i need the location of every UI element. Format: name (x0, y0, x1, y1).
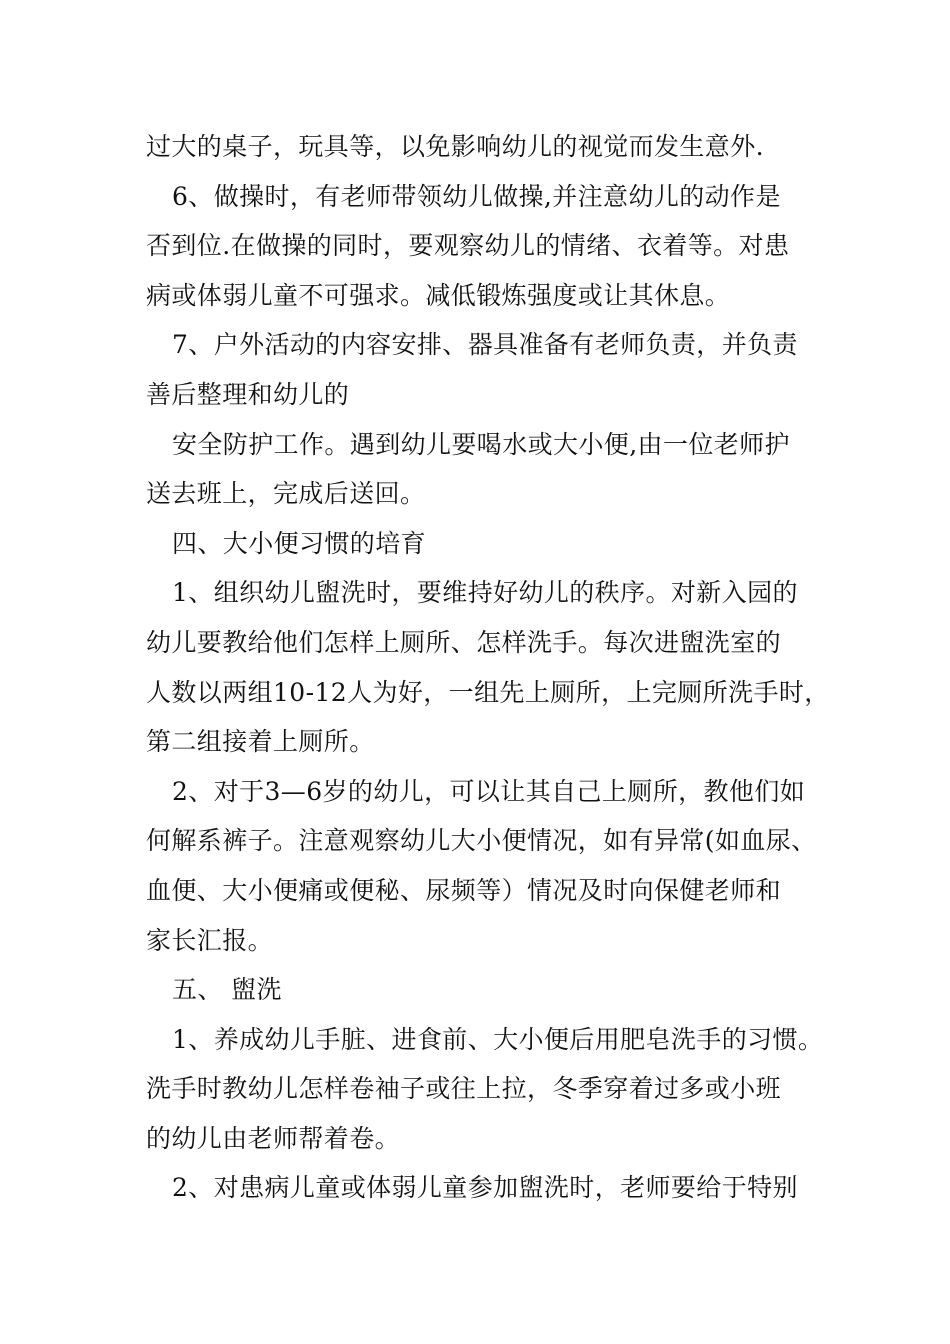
text-line: 安全防护工作。遇到幼儿要喝水或大小便,由一位老师护 (172, 429, 790, 459)
text-line: 否到位.在做操的同时，要观察幼儿的情绪、衣着等。对患 (146, 231, 790, 261)
text-line: 2、对患病儿童或体弱儿童参加盥洗时，老师要给于特别 (172, 1173, 798, 1203)
document-body (146, 122, 830, 1213)
text-line: 6、做操时，有老师带领幼儿做操,并注意幼儿的动作是 (172, 181, 781, 211)
text-line: 善后整理和幼儿的 (146, 379, 350, 409)
text-line: 人数以两组10-12人为好，一组先上厕所，上完厕所洗手时， (146, 677, 830, 707)
section-heading: 四、大小便习惯的培育 (172, 528, 427, 558)
text-line: 7、户外活动的内容安排、器具准备有老师负责，并负责 (172, 330, 798, 360)
text-line: 病或体弱儿童不可强求。减低锻炼强度或让其休息。 (146, 280, 731, 310)
text-line: 过大的桌子，玩具等，以免影响幼儿的视觉而发生意外. (146, 132, 764, 161)
section-heading: 五、 盥洗 (172, 975, 282, 1005)
text-line: 血便、大小便痛或便秘、尿频等）情况及时向保健老师和 (146, 875, 782, 905)
text-line: 送去班上，完成后送回。 (146, 479, 426, 509)
text-line: 幼儿要教给他们怎样上厕所、怎样洗手。每次进盥洗室的 (146, 627, 782, 657)
text-line: 2、对于3—6岁的幼儿，可以让其自己上厕所，教他们如 (172, 776, 806, 806)
text-line: 1、组织幼儿盥洗时，要维持好幼儿的秩序。对新入园的 (172, 578, 798, 608)
text-line: 第二组接着上厕所。 (146, 727, 375, 757)
text-line: 1、养成幼儿手脏、进食前、大小便后用肥皂洗手的习惯。 (172, 1024, 824, 1054)
text-line: 的幼儿由老师帮着卷。 (146, 1123, 401, 1153)
text-line: 何解系裤子。注意观察幼儿大小便情况，如有异常(如血尿、 (146, 826, 817, 856)
text-line: 家长汇报。 (146, 925, 274, 955)
text-line: 洗手时教幼儿怎样卷袖子或往上拉，冬季穿着过多或小班 (146, 1074, 782, 1104)
